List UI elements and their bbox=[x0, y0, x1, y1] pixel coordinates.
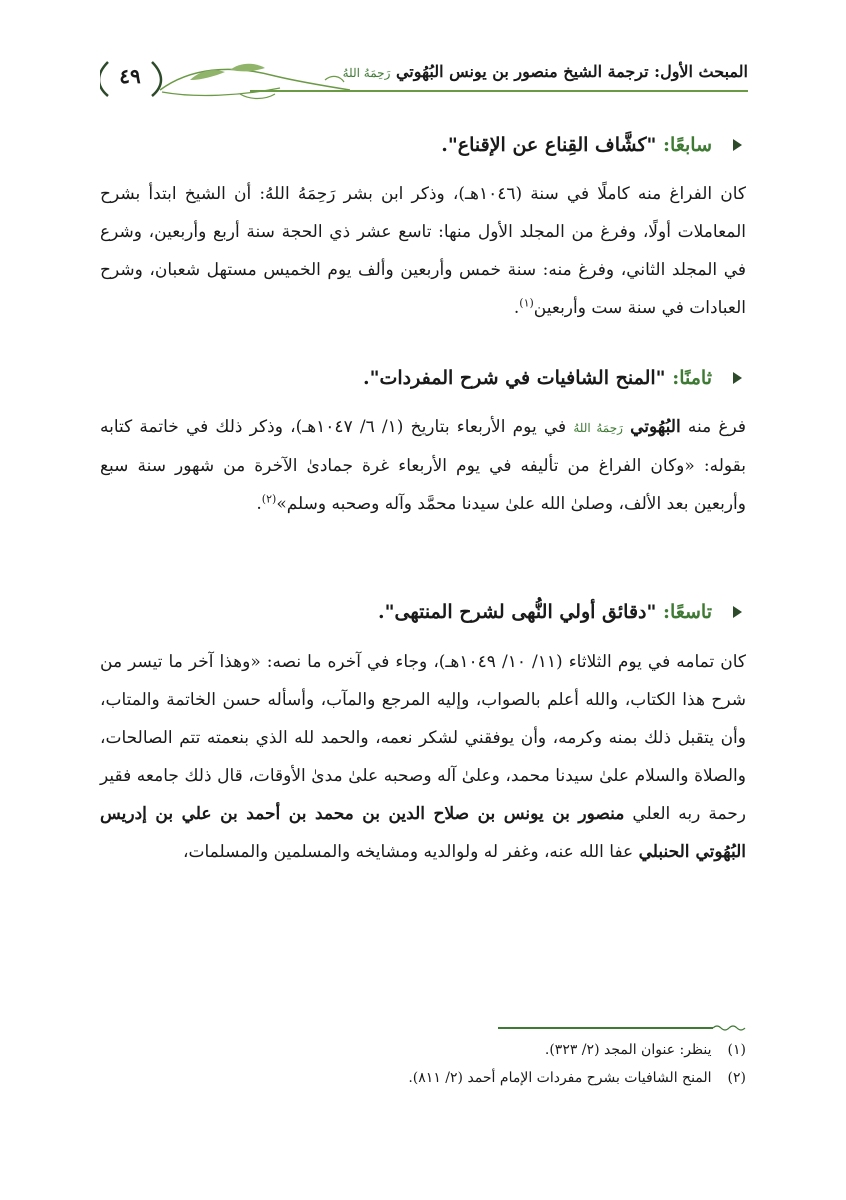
section-heading-ninth bbox=[100, 597, 746, 627]
footnotes bbox=[100, 1036, 746, 1092]
footnote-text: المنح الشافيات بشرح مفردات الإمام أحمد (٢/ ٨١١). bbox=[408, 1070, 712, 1086]
paragraph-text: كان تمامه في يوم الثلاثاء (١١/ ١٠/ ١٠٤٩هـ)، وجاء في آخره ما نصه: «وهذا آخر ما تيسر من شرح هذا الكتاب، والله أعلم بالصواب، وإليه المرجع والمآب، وأسأله حسن الخاتمة والمتاب، وأن يتقبل ذلك بمنه وكرمه، وأن يوفقني لشكر نعمه، والحمد لله الذي بنعمته تتم الصالحات، والصلاة والسلام علىٰ سيدنا محمد، وعلىٰ آله وصحبه علىٰ مدىٰ الأوقات، قال ذلك جامعه فقير رحمة ربه العلي bbox=[100, 652, 746, 824]
paragraph-text: في يوم الأربعاء بتاريخ (١/ ٦/ ١٠٤٧هـ)، وذكر ذلك في خاتمة كتابه بقوله: «وكان الفراغ من تأليفه في يوم الأربعاء غرة جمادىٰ الآخرة من شهور سنة سبع وأربعين بعد الألف، وصلىٰ الله علىٰ سيدنا محمَّد وآله وصحبه وسلم» bbox=[100, 417, 746, 514]
paragraph-end: عفا الله عنه، وغفر له ولوالديه ومشايخه والمسلمين والمسلمات، bbox=[182, 842, 634, 862]
footnote-number: (٢) bbox=[727, 1070, 746, 1086]
page-number: ٤٩ bbox=[119, 64, 141, 88]
triangle-bullet-icon bbox=[733, 139, 742, 151]
footnote-text: ينظر: عنوان المجد (٢/ ٣٢٣). bbox=[544, 1042, 712, 1058]
paragraph-tail: . bbox=[513, 298, 520, 318]
heading-label: تاسعًا: bbox=[663, 601, 712, 623]
footnote-ref[interactable]: (٢) bbox=[261, 492, 277, 506]
footnote-separator bbox=[498, 1024, 748, 1032]
chapter-title-text: المبحث الأول: ترجمة الشيخ منصور بن يونس البُهُوتي bbox=[395, 62, 748, 81]
author-full-name: منصور بن يونس بن صلاح الدين بن محمد بن أحمد بن علي بن إدريس البُهُوتي الحنبلي bbox=[100, 804, 746, 862]
footnote-number: (١) bbox=[727, 1042, 746, 1058]
paragraph-text: كان الفراغ منه كاملًا في سنة (١٠٤٦هـ)، وذكر ابن بشر رَحِمَهُ اللهُ: أن الشيخ ابتدأ بشرح المعاملات أولًا، وفرغ من المجلد الأول منها: تاسع عشر ذي الحجة سنة أربع وأربعين، وشرع في المجلد الثاني، وفرغ منه: سنة خمس وأربعين وألف يوم الخميس مستهل شعبان، وشرح العبادات في سنة ست وأربعين bbox=[100, 184, 746, 318]
footnote-item bbox=[100, 1064, 746, 1092]
heading-title: "المنح الشافيات في شرح المفردات". bbox=[362, 367, 666, 389]
section-heading-eighth bbox=[100, 363, 746, 393]
heading-label: سابعًا: bbox=[663, 134, 712, 156]
header-honorific: رَحِمَهُ اللهُ bbox=[342, 66, 391, 80]
chapter-title bbox=[343, 62, 748, 81]
triangle-bullet-icon bbox=[733, 606, 742, 618]
section-paragraph bbox=[100, 175, 746, 327]
heading-title: "كشَّاف القِناع عن الإقناع". bbox=[441, 134, 657, 156]
section-paragraph bbox=[100, 408, 746, 523]
paragraph-start: فرغ منه bbox=[687, 417, 747, 437]
author-name: البُهُوتي bbox=[630, 417, 681, 437]
section-paragraph bbox=[100, 643, 746, 871]
section-heading-seventh bbox=[100, 130, 746, 160]
paragraph-tail: . bbox=[256, 494, 262, 514]
heading-label: ثامنًا: bbox=[672, 367, 712, 389]
footnote-ref[interactable]: (١) bbox=[519, 296, 534, 310]
honorific: رَحِمَهُ اللهُ bbox=[573, 421, 623, 435]
heading-title: "دقائق أولي النُّهى لشرح المنتهى". bbox=[377, 601, 657, 623]
footnote-item bbox=[100, 1036, 746, 1064]
triangle-bullet-icon bbox=[733, 372, 742, 384]
running-header bbox=[100, 58, 748, 102]
